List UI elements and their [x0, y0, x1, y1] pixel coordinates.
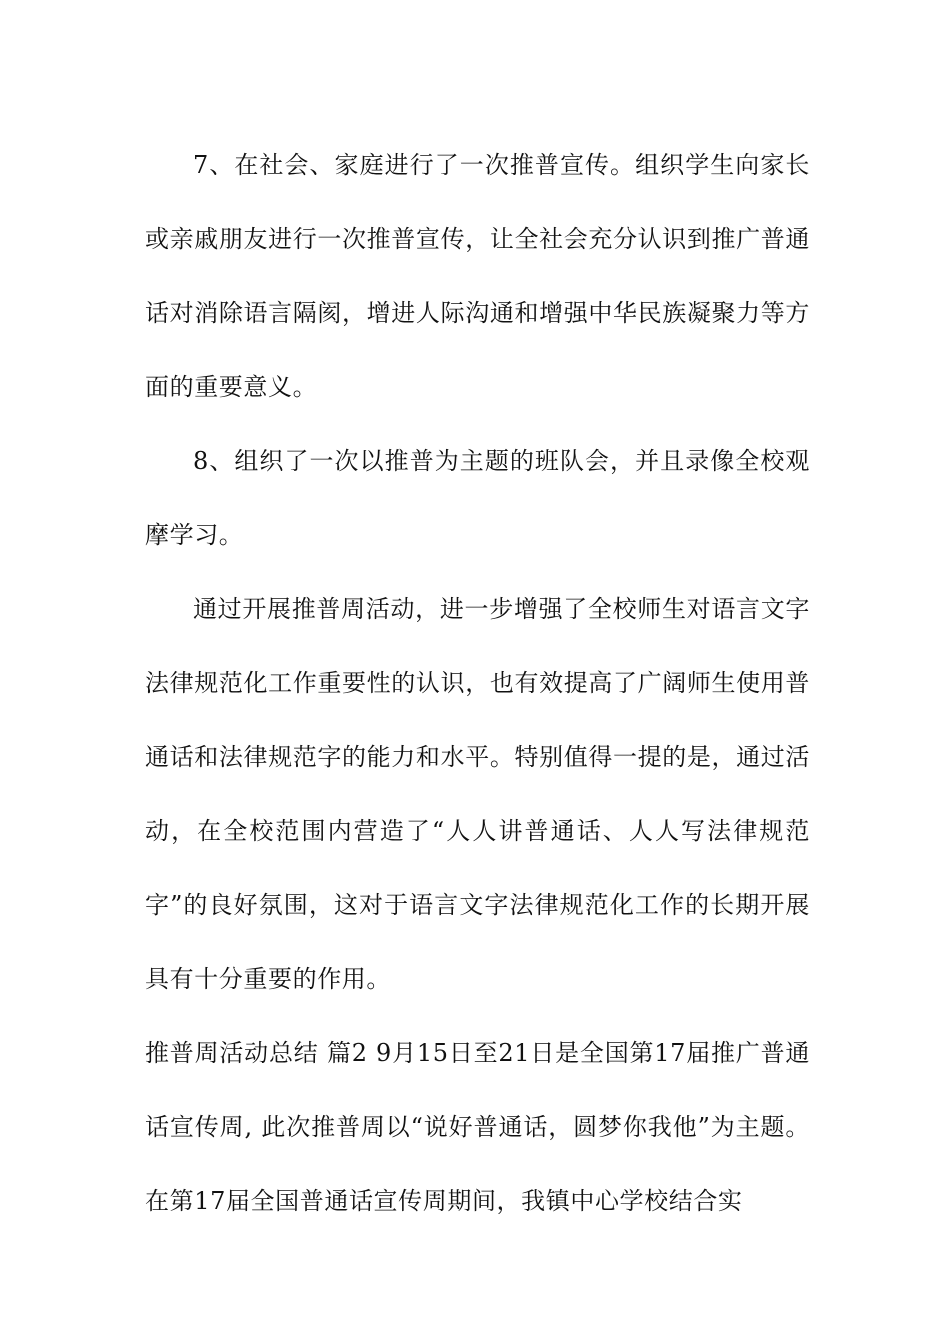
- section-body: 9月15日至21日是全国第17届推广普通话宣传周, 此次推普周以“说好普通话，圆梦你我他”为主题。在第17届全国普通话宣传周期间，我镇中心学校结合实: [145, 1039, 810, 1215]
- section-heading: 推普周活动总结 篇2: [145, 1039, 368, 1067]
- section-spacer: [368, 1039, 376, 1067]
- section-paragraph: [145, 1016, 810, 1238]
- paragraph-summary: 通过开展推普周活动，进一步增强了全校师生对语言文字法律规范化工作重要性的认识，也有效提高了广阔师生使用普通话和法律规范字的能力和水平。特别值得一提的是，通过活动，在全校范围内营造了“人人讲普通话、人人写法律规范字”的良好氛围，这对于语言文字法律规范化工作的长期开展具有十分重要的作用。: [145, 595, 810, 993]
- document-body: [145, 128, 810, 1238]
- paragraph-item-7: 7、在社会、家庭进行了一次推普宣传。组织学生向家长或亲戚朋友进行一次推普宣传，让全社会充分认识到推广普通话对消除语言隔阂，增进人际沟通和增强中华民族凝聚力等方面的重要意义。: [145, 151, 810, 401]
- paragraph-item-8: 8、组织了一次以推普为主题的班队会，并且录像全校观摩学习。: [145, 447, 810, 549]
